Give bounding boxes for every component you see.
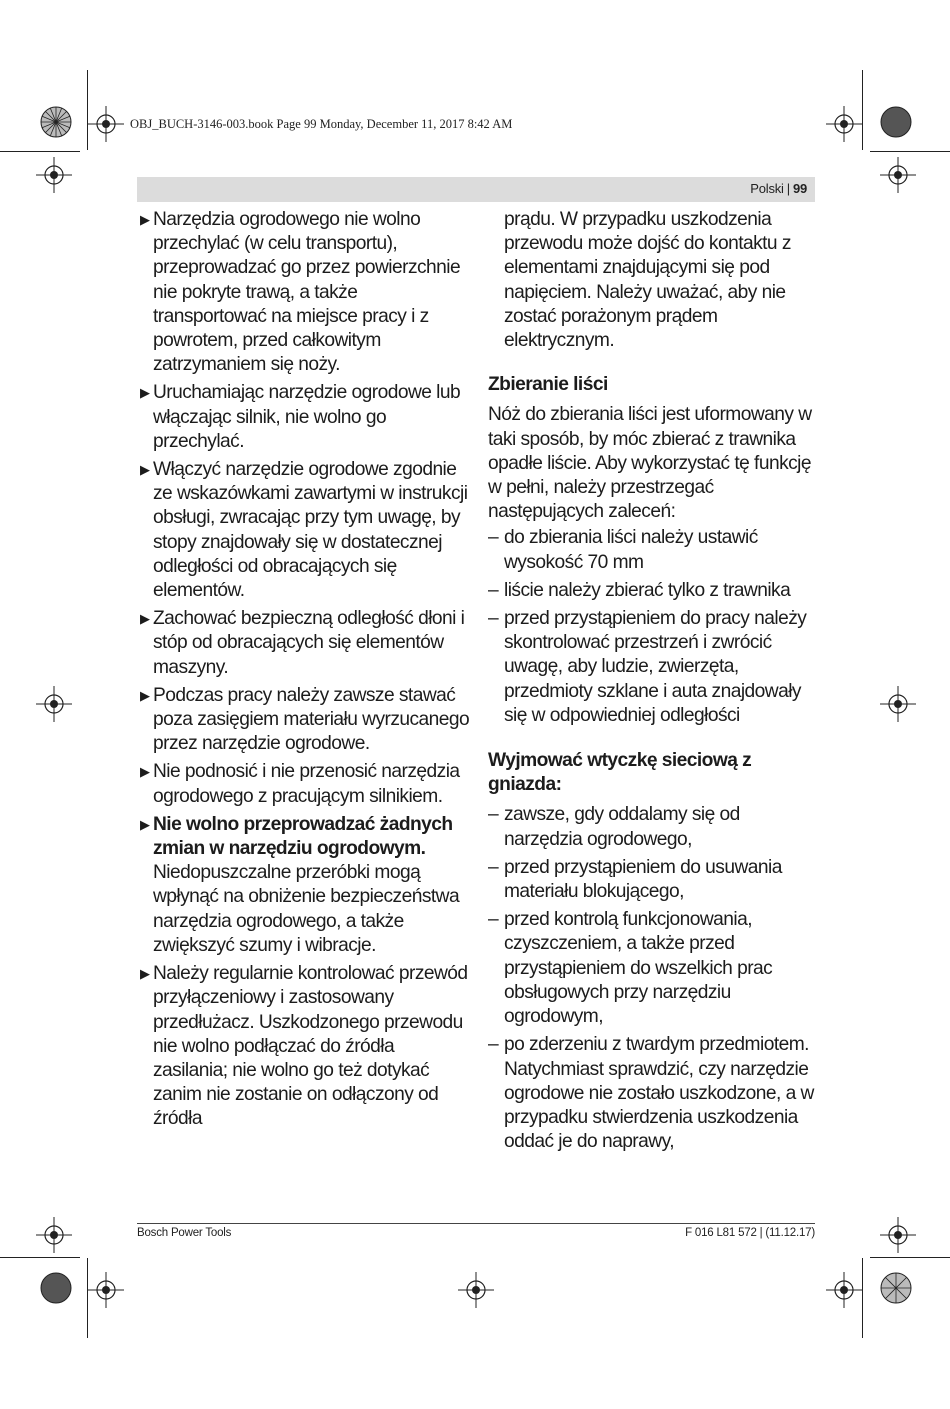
list-item-text: liście należy zbierać tylko z trawnika <box>504 579 791 601</box>
crop-line <box>870 151 950 152</box>
dash-marker: – <box>488 579 499 601</box>
section-heading: Wyjmować wtyczkę sieciową z gniazda: <box>488 750 752 796</box>
page-header <box>137 177 815 202</box>
crosshair-mark-icon <box>826 1272 862 1308</box>
list-item-text: przed kontrolą funkcjonowania, czyszczeniem, a także przed przystąpieniem do wszelkich prac obsługowych przy narzędziu ogrodowym, <box>504 909 773 1028</box>
bullet-text: Niedopuszczalne przeróbki mogą wpłynąć na obniżenie bezpieczeństwa narzędzia ogrodowego, a także zwiększyć szumy i wibracje. <box>153 862 460 956</box>
list-item <box>488 607 820 728</box>
crop-line <box>862 70 863 150</box>
page-number: 99 <box>792 181 807 196</box>
dash-marker: – <box>488 608 499 630</box>
dash-marker: – <box>488 804 499 826</box>
safety-bullet <box>140 381 470 454</box>
bullet-text: Należy regularnie kontrolować przewód przyłączeniowy i zastosowany przedłużacz. Uszkodzonego przewodu nie wolno podłączać do źródła zasilania; nie wolno go też dotykać zanim nie zostanie on odłączony od źródła <box>153 963 468 1130</box>
crosshair-mark-icon <box>458 1272 494 1308</box>
bullet-marker-icon: ▶ <box>140 687 150 703</box>
list-item-text: przed przystąpieniem do usuwania materiału blokującego, <box>504 856 782 903</box>
list-item <box>488 579 820 603</box>
footer-divider <box>137 1223 815 1224</box>
section-intro: Nóż do zbierania liści jest uformowany w taki sposób, by móc zbierać z trawnika opadłe liście. Aby wykorzystać tę funkcję w pełni, należy przestrzegać następujących zaleceń: <box>488 404 812 523</box>
crosshair-mark-icon <box>880 157 916 193</box>
print-info-line: OBJ_BUCH-3146-003.book Page 99 Monday, December 11, 2017 8:42 AM <box>130 117 513 131</box>
bullet-marker-icon: ▶ <box>140 764 150 780</box>
section-heading: Zbieranie liści <box>488 374 608 396</box>
header-language: Polski <box>750 181 784 196</box>
safety-bullet <box>140 458 470 603</box>
crop-line <box>862 1258 863 1338</box>
safety-bullet <box>140 813 470 958</box>
registration-mark-icon <box>878 104 914 140</box>
dash-marker: – <box>488 909 499 931</box>
crop-line <box>870 1257 950 1258</box>
crop-line <box>87 70 88 150</box>
safety-bullet <box>140 607 470 680</box>
list-item <box>488 803 820 851</box>
footer-brand: Bosch Power Tools <box>137 1227 232 1239</box>
bullet-text: Narzędzia ogrodowego nie wolno przechylać (w celu transportu), przeprowadzać go przez powierzchnie nie pokryte trawą, a także transportować na miejsce pracy i z powrotem, przed całkowitym zatrzymaniem się noży. <box>153 209 461 376</box>
crosshair-mark-icon <box>826 106 862 142</box>
registration-mark-icon <box>38 104 74 140</box>
crosshair-mark-icon <box>88 1272 124 1308</box>
bullet-text: Podczas pracy należy zawsze stawać poza zasięgiem materiału wyrzucanego przez narzędzie ogrodowe. <box>153 684 470 755</box>
safety-bullet <box>140 962 470 1131</box>
right-column <box>488 208 820 1158</box>
crosshair-mark-icon <box>880 1217 916 1253</box>
bullet-marker-icon: ▶ <box>140 462 150 478</box>
list-item <box>488 856 820 904</box>
crop-line <box>0 1257 80 1258</box>
bullet-marker-icon: ▶ <box>140 816 150 832</box>
crosshair-mark-icon <box>36 686 72 722</box>
crop-line <box>87 1258 88 1338</box>
safety-bullet <box>140 760 470 808</box>
safety-bullet <box>140 208 470 377</box>
list-item-text: do zbierania liści należy ustawić wysokość 70 mm <box>504 527 758 573</box>
dash-marker: – <box>488 527 499 549</box>
left-column <box>140 208 470 1136</box>
crosshair-mark-icon <box>88 106 124 142</box>
crosshair-mark-icon <box>36 157 72 193</box>
list-item-text: przed przystąpieniem do pracy należy skontrolować przestrzeń i zwrócić uwagę, aby ludzie, zwierzęta, przedmioty szklane i auta znajdowały się w odpowiedniej odległości <box>504 608 807 726</box>
list-item <box>488 526 820 574</box>
crosshair-mark-icon <box>880 686 916 722</box>
safety-bullet <box>140 684 470 757</box>
crop-line <box>0 151 80 152</box>
crosshair-mark-icon <box>36 1217 72 1253</box>
continuation-text: prądu. W przypadku uszkodzenia przewodu może dojść do kontaktu z elementami znajdującymi się pod napięciem. Należy uważać, aby nie zostać porażonym prądem elektrycznym. <box>504 209 791 352</box>
footer-doc-id: F 016 L81 572 | (11.12.17) <box>685 1227 815 1239</box>
dash-marker: – <box>488 856 499 878</box>
bullet-marker-icon: ▶ <box>140 611 150 627</box>
bullet-marker-icon: ▶ <box>140 212 150 227</box>
registration-mark-icon <box>38 1270 74 1306</box>
list-item <box>488 908 820 1029</box>
registration-mark-icon <box>878 1270 914 1306</box>
list-item <box>488 1033 820 1154</box>
bullet-text: Włączyć narzędzie ogrodowe zgodnie ze wskazówkami zawartymi w instrukcji obsługi, zwracając przy tym uwagę, by stopy znajdowały się w dostatecznej odległości od obracających się elementów. <box>153 459 468 602</box>
list-item-text: po zderzeniu z twardym przedmiotem. Natychmiast sprawdzić, czy narzędzie ogrodowe nie zostało uszkodzone, a w przypadku stwierdzenia uszkodzenia oddać je do naprawy, <box>504 1034 814 1153</box>
bullet-strong-text: Nie wolno przeprowadzać żadnych zmian w narzędziu ogrodowym. <box>153 813 453 860</box>
bullet-text: Nie podnosić i nie przenosić narzędzia ogrodowego z pracującym silnikiem. <box>153 761 460 807</box>
dash-marker: – <box>488 1034 499 1056</box>
bullet-text: Uruchamiając narzędzie ogrodowe lub włączając silnik, nie wolno go przechylać. <box>153 382 461 452</box>
bullet-marker-icon: ▶ <box>140 966 150 982</box>
header-separator: | <box>786 181 790 196</box>
list-item-text: zawsze, gdy oddalamy się od narzędzia ogrodowego, <box>504 804 740 850</box>
bullet-text: Zachować bezpieczną odległość dłoni i stóp od obracających się elementów maszyny. <box>153 608 465 678</box>
bullet-marker-icon: ▶ <box>140 385 150 401</box>
page-header-text <box>750 181 807 196</box>
